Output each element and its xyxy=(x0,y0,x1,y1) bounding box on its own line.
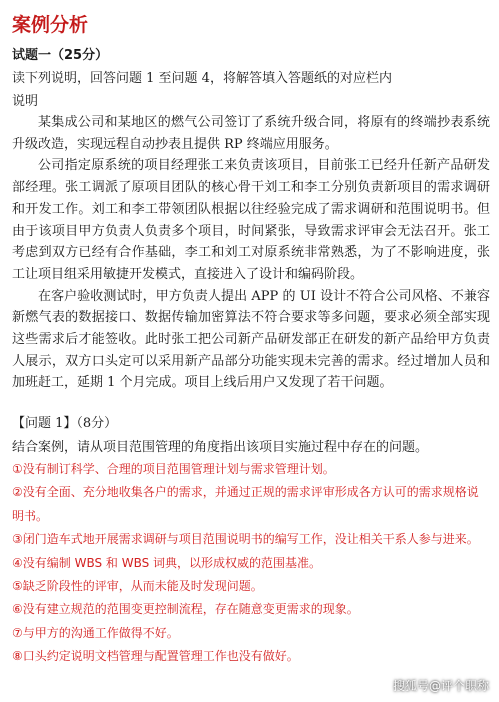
answer-item: ②没有全面、充分地收集各户的需求，并通过正规的需求评审形成各方认可的需求规格说明书。 xyxy=(12,485,479,523)
answer-item: ①没有制订科学、合理的项目范围管理计划与需求管理计划。 xyxy=(12,462,335,476)
case-description xyxy=(12,112,490,394)
question-title: 试题一（25分） xyxy=(12,48,109,63)
question-1-heading: 【问题 1】（8分） xyxy=(12,416,118,431)
instructions: 读下列说明，回答问题 1 至问题 4，将解答填入答题纸的对应栏内 xyxy=(12,71,392,86)
answer-item: ⑥没有建立规范的范围变更控制流程，存在随意变更需求的现象。 xyxy=(12,602,359,617)
answer-item: ③闭门造车式地开展需求调研与项目范围说明书的编写工作，没让相关干系人参与进来。 xyxy=(12,532,479,547)
watermark: 搜狐号@评个职称 xyxy=(392,679,489,693)
description-label: 说明 xyxy=(12,94,39,109)
answer-item: ④没有编制 WBS 和 WBS 词典，以形成权威的范围基准。 xyxy=(12,555,322,570)
answer-item: ⑦与甲方的沟通工作做得不好。 xyxy=(12,625,179,640)
case-paragraph: 公司指定原系统的项目经理张工来负责该项目，目前张工已经升任新产品研发部经理。张工调派了原项目团队的核心骨干刘工和李工分别负责新项目的需求调研和开发工作。刘工和李工带领团队根据以往经验完成了需求调研和范围说明书。但由于该项目甲方负责人负责多个项目，时间紧张，导致需求评审会无法召开。张工考虑到双方已经有合作基础，李工和刘工对原系统非常熟悉，为了不影响进度，张工让项目组采用敏捷开发模式，直接进入了设计和编码阶段。 xyxy=(12,158,490,282)
case-paragraph: 在客户验收测试时，甲方负责人提出 APP 的 UI 设计不符合公司风格、不兼容新燃气表的数据接口、数据传输加密算法不符合要求等多问题，要求必须全部实现这些需求后才能签收。此时张工把公司新产品研发部正在研发的新产品给甲方负责人展示，双方口头定可以采用新产品部分功能实现未完善的需求。经过增加人员和加班赶工，延期 1 个月完成。项目上线后用户又发现了若干问题。 xyxy=(12,288,490,391)
section-title: 案例分析 xyxy=(12,14,89,36)
answer-item: ⑧口头约定说明文档管理与配置管理工作也没有做好。 xyxy=(12,649,299,664)
answer-list xyxy=(12,458,490,669)
case-paragraph: 某集成公司和某地区的燃气公司签订了系统升级合同，将原有的终端抄表系统升级改造，实现远程自动抄表且提供 RP 终端应用服务。 xyxy=(12,115,490,152)
answer-item: ⑤缺乏阶段性的评审，从而未能及时发现问题。 xyxy=(12,579,263,594)
question-1-prompt: 结合案例，请从项目范围管理的角度指出该项目实施过程中存在的问题。 xyxy=(12,440,429,455)
